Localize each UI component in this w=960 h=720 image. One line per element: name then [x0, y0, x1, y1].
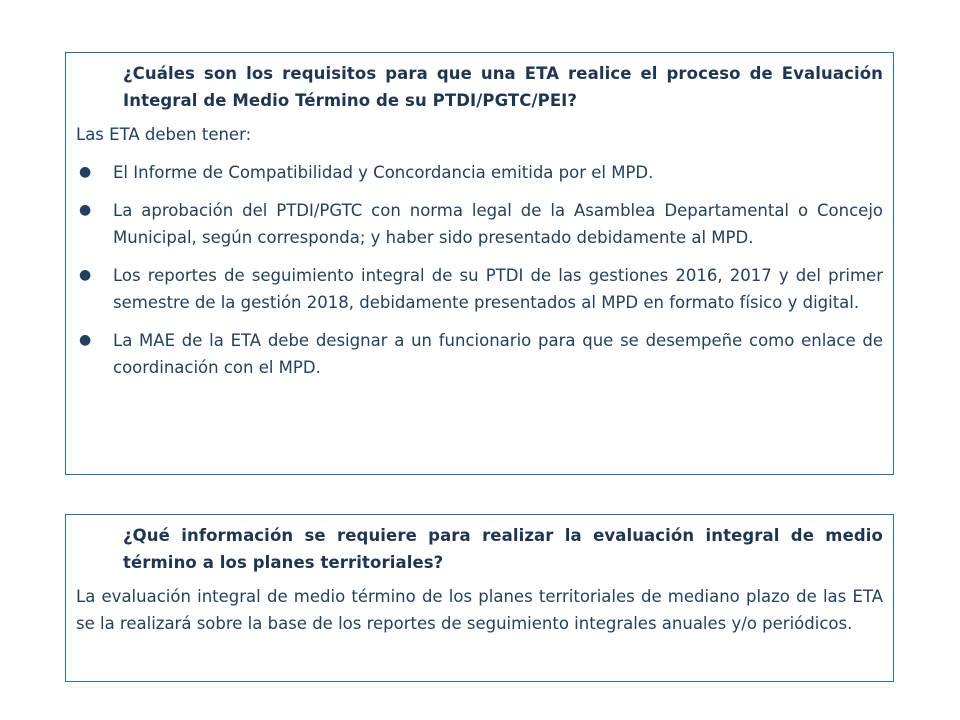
information-question: ¿Qué información se requiere para realizar la evaluación integral de medio término a los planes territoriales?: [123, 526, 883, 572]
list-item-text: El Informe de Compatibilidad y Concordancia emitida por el MPD.: [113, 163, 654, 182]
requirements-intro: Las ETA deben tener:: [76, 125, 252, 144]
list-item: [76, 197, 883, 251]
requirements-box: [65, 52, 894, 475]
list-item-text: Los reportes de seguimiento integral de su PTDI de las gestiones 2016, 2017 y del primer semestre de la gestión 2018, debidamente presentados al MPD en formato físico y digital.: [113, 266, 883, 312]
bullet-icon: ●: [79, 164, 92, 180]
bullet-icon: ●: [79, 267, 92, 283]
information-answer: La evaluación integral de medio término de los planes territoriales de mediano plazo de las ETA se la realizará sobre la base de los reportes de seguimiento integrales anuales y/o periódicos.: [76, 587, 883, 633]
list-item-text: La aprobación del PTDI/PGTC con norma legal de la Asamblea Departamental o Concejo Municipal, según corresponda; y haber sido presentado debidamente al MPD.: [113, 201, 883, 247]
bullet-icon: ●: [79, 202, 92, 218]
list-item: [76, 159, 883, 186]
list-item-text: La MAE de la ETA debe designar a un funcionario para que se desempeñe como enlace de coordinación con el MPD.: [113, 331, 883, 377]
bullet-icon: ●: [79, 332, 92, 348]
requirements-question: ¿Cuáles son los requisitos para que una ETA realice el proceso de Evaluación Integral de Medio Término de su PTDI/PGTC/PEI?: [123, 64, 883, 110]
list-item: [76, 327, 883, 381]
requirements-list: [76, 159, 883, 381]
information-box: [65, 514, 894, 682]
list-item: [76, 262, 883, 316]
